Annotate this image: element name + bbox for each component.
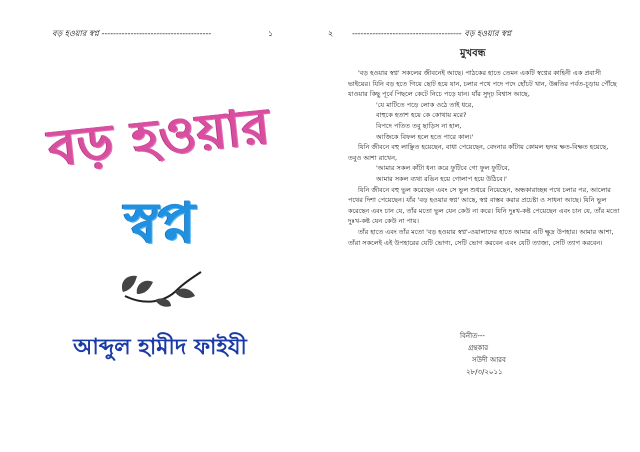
- paragraph: 'বড় হওয়ার স্বপ্ন' সকলের জীবনেই আছে। পাঠকের হাতে তেমন একটি স্বপ্নের কাহিনী এক প্রবাসী ভাইয়ের। যিনি বড় হতে গিয়ে ছোট হয়ে যান, চলার পথে পদে পদে হোঁচট খান, উন্নতির পর্বত-চূড়ায় পৌঁছে যাওয়ার কিছু পূর্বে পিছলে কেটে নিচে পড়ে যান। যাঁর সুদৃঢ় বিশ্বাস আছে,: [348, 69, 617, 99]
- page-number: ১: [268, 29, 274, 38]
- page-number: ২: [328, 29, 334, 38]
- book-title-line2: স্বপ্ন: [124, 191, 196, 256]
- signoff-author: গ্রন্থকার: [468, 344, 489, 352]
- right-page: [320, 0, 640, 452]
- running-header: -------------------------------------- বড় হওয়ার স্বপ্ন: [352, 29, 512, 38]
- verse-line: বিপদে পতিত তবু ছাড়িস না হাল,: [376, 121, 462, 130]
- signoff: [460, 330, 506, 378]
- signoff-date: ২৮/৩/২০১১: [466, 368, 503, 376]
- preface-body: [348, 68, 620, 248]
- paragraph: যিনি জীবনে বহু ভুল করেছেন এবং সে ভুল শুধরে নিয়েছেন, অন্ধকারাচ্ছন্ন পথে চলার পর, আলোর পথের দিশা পেয়েছেন। যাঁর 'বড় হওয়ার স্বপ্ন' আছে, স্বপ্ন বাস্তব করার প্রচেষ্টা ও সাধনা আছে। যিনি ভুল করেছেন এবং চান যে, তাঁর মতো ভুল যেন কেউ না করে। যিনি দুঃখ-কষ্ট পেয়েছেন এবং চান যে, তাঁর মতো দুঃখ-কষ্ট যেন কেউ না পায়।: [348, 185, 620, 226]
- paragraph: যিনি জীবনে বহু লাঞ্ছিত হয়েছেন, বাধা পেয়েছেন, বেদনার কাঁটায় কোমল হৃদয় ক্ষত-বিক্ষত হয়েছে, তবুও আশা রাখেন,: [348, 143, 609, 162]
- paragraph: তাঁর হাতে এবং তাঁর মতো 'বড় হওয়ার স্বপ্ন'-ওয়ালাদের হাতে আমার এটি ক্ষুদ্র উপহার। আমার আশা, তাঁরা সকলেই এই উপহারের যেটি ভোগ্য, সেটি ভোগ করবেন এবং যেটি ত্যাজ্য, সেটি ত্যাগ করবেন।: [348, 227, 614, 247]
- signoff-location: সউদী আরব: [472, 356, 506, 364]
- section-title: মুখবন্ধ: [460, 48, 486, 59]
- verse-line: 'আমার সকল কাঁটা ধন্য করে ফুটিবে গো ফুল ফুটিবে,: [376, 164, 510, 173]
- book-title-line1: বড় হওয়ার: [45, 96, 274, 178]
- verse-line: 'যে মাটিতে পড়ে লোক ওঠে তাই ধরে,: [376, 100, 474, 109]
- signoff-line: বিনীত---: [460, 332, 485, 340]
- running-header: বড় হওয়ার স্বপ্ন --------------------------------------: [52, 29, 212, 38]
- verse-line: বাহুকে হতাশ হয়ে কে কোথায় মরে?: [376, 111, 467, 120]
- verse-line: আজিকে বিফল হলে হতে পারে কাল।': [376, 132, 474, 141]
- author-name: আব্দুল হামীদ ফাইযী: [73, 335, 247, 360]
- verse-line: আমার সকল ব্যথা রঙিন হয়ে গোলাপ হয়ে উঠিবে।': [376, 174, 507, 183]
- leaf-ornament-icon: [115, 262, 205, 312]
